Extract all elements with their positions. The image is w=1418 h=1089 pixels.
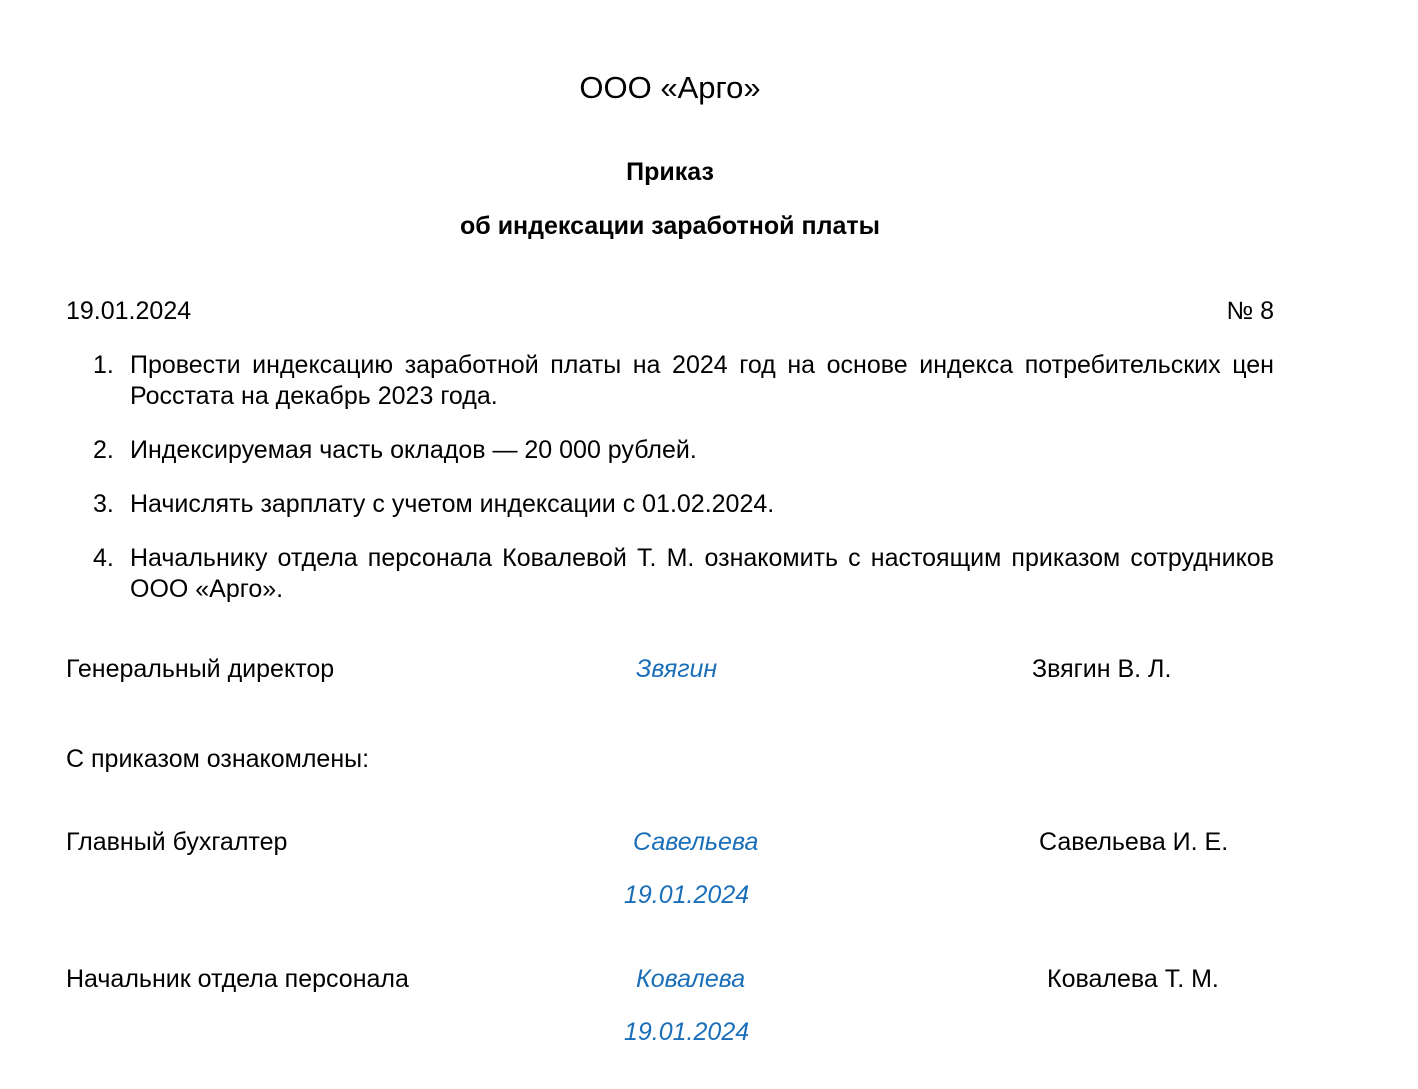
signatory-signature: Савельева — [633, 828, 759, 856]
director-name: Звягин В. Л. — [1032, 655, 1172, 683]
signatory-signature: Ковалева — [636, 965, 746, 993]
signatory-date: 19.01.2024 — [624, 881, 750, 909]
order-number: № 8 — [1226, 297, 1274, 325]
list-item-number: 3. — [93, 490, 114, 518]
list-item-number: 1. — [93, 351, 114, 379]
signatory-position: Главный бухгалтер — [66, 828, 288, 856]
document-subtitle: об индексации заработной платы — [460, 212, 880, 240]
document-title: Приказ — [626, 158, 714, 186]
signatory-position: Начальник отдела персонала — [66, 965, 409, 993]
signatory-name: Ковалева Т. М. — [1047, 965, 1219, 993]
familiarized-label: С приказом ознакомлены: — [66, 745, 370, 773]
list-item-text: Провести индексацию заработной платы на 2024 год на основе индекса потребительских цен Росстата на декабрь 2023 года. — [130, 351, 1274, 410]
signatory-date: 19.01.2024 — [624, 1018, 750, 1046]
director-signature: Звягин — [636, 655, 718, 683]
list-item — [66, 350, 1274, 412]
list-item — [66, 435, 1274, 466]
list-item — [66, 543, 1274, 605]
list-item-text: Индексируемая часть окладов — 20 000 рублей. — [130, 436, 697, 464]
list-item — [66, 489, 1274, 520]
list-item-number: 2. — [93, 436, 114, 464]
director-position: Генеральный директор — [66, 655, 335, 683]
organization-name: ООО «Арго» — [579, 70, 761, 105]
order-date: 19.01.2024 — [66, 297, 192, 325]
list-item-number: 4. — [93, 544, 114, 572]
list-item-text: Начислять зарплату с учетом индексации с 01.02.2024. — [130, 490, 775, 518]
signatory-name: Савельева И. Е. — [1039, 828, 1229, 856]
order-items-list — [66, 350, 1274, 628]
list-item-text: Начальнику отдела персонала Ковалевой Т. М. ознакомить с настоящим приказом сотрудников ООО «Арго». — [130, 544, 1274, 603]
